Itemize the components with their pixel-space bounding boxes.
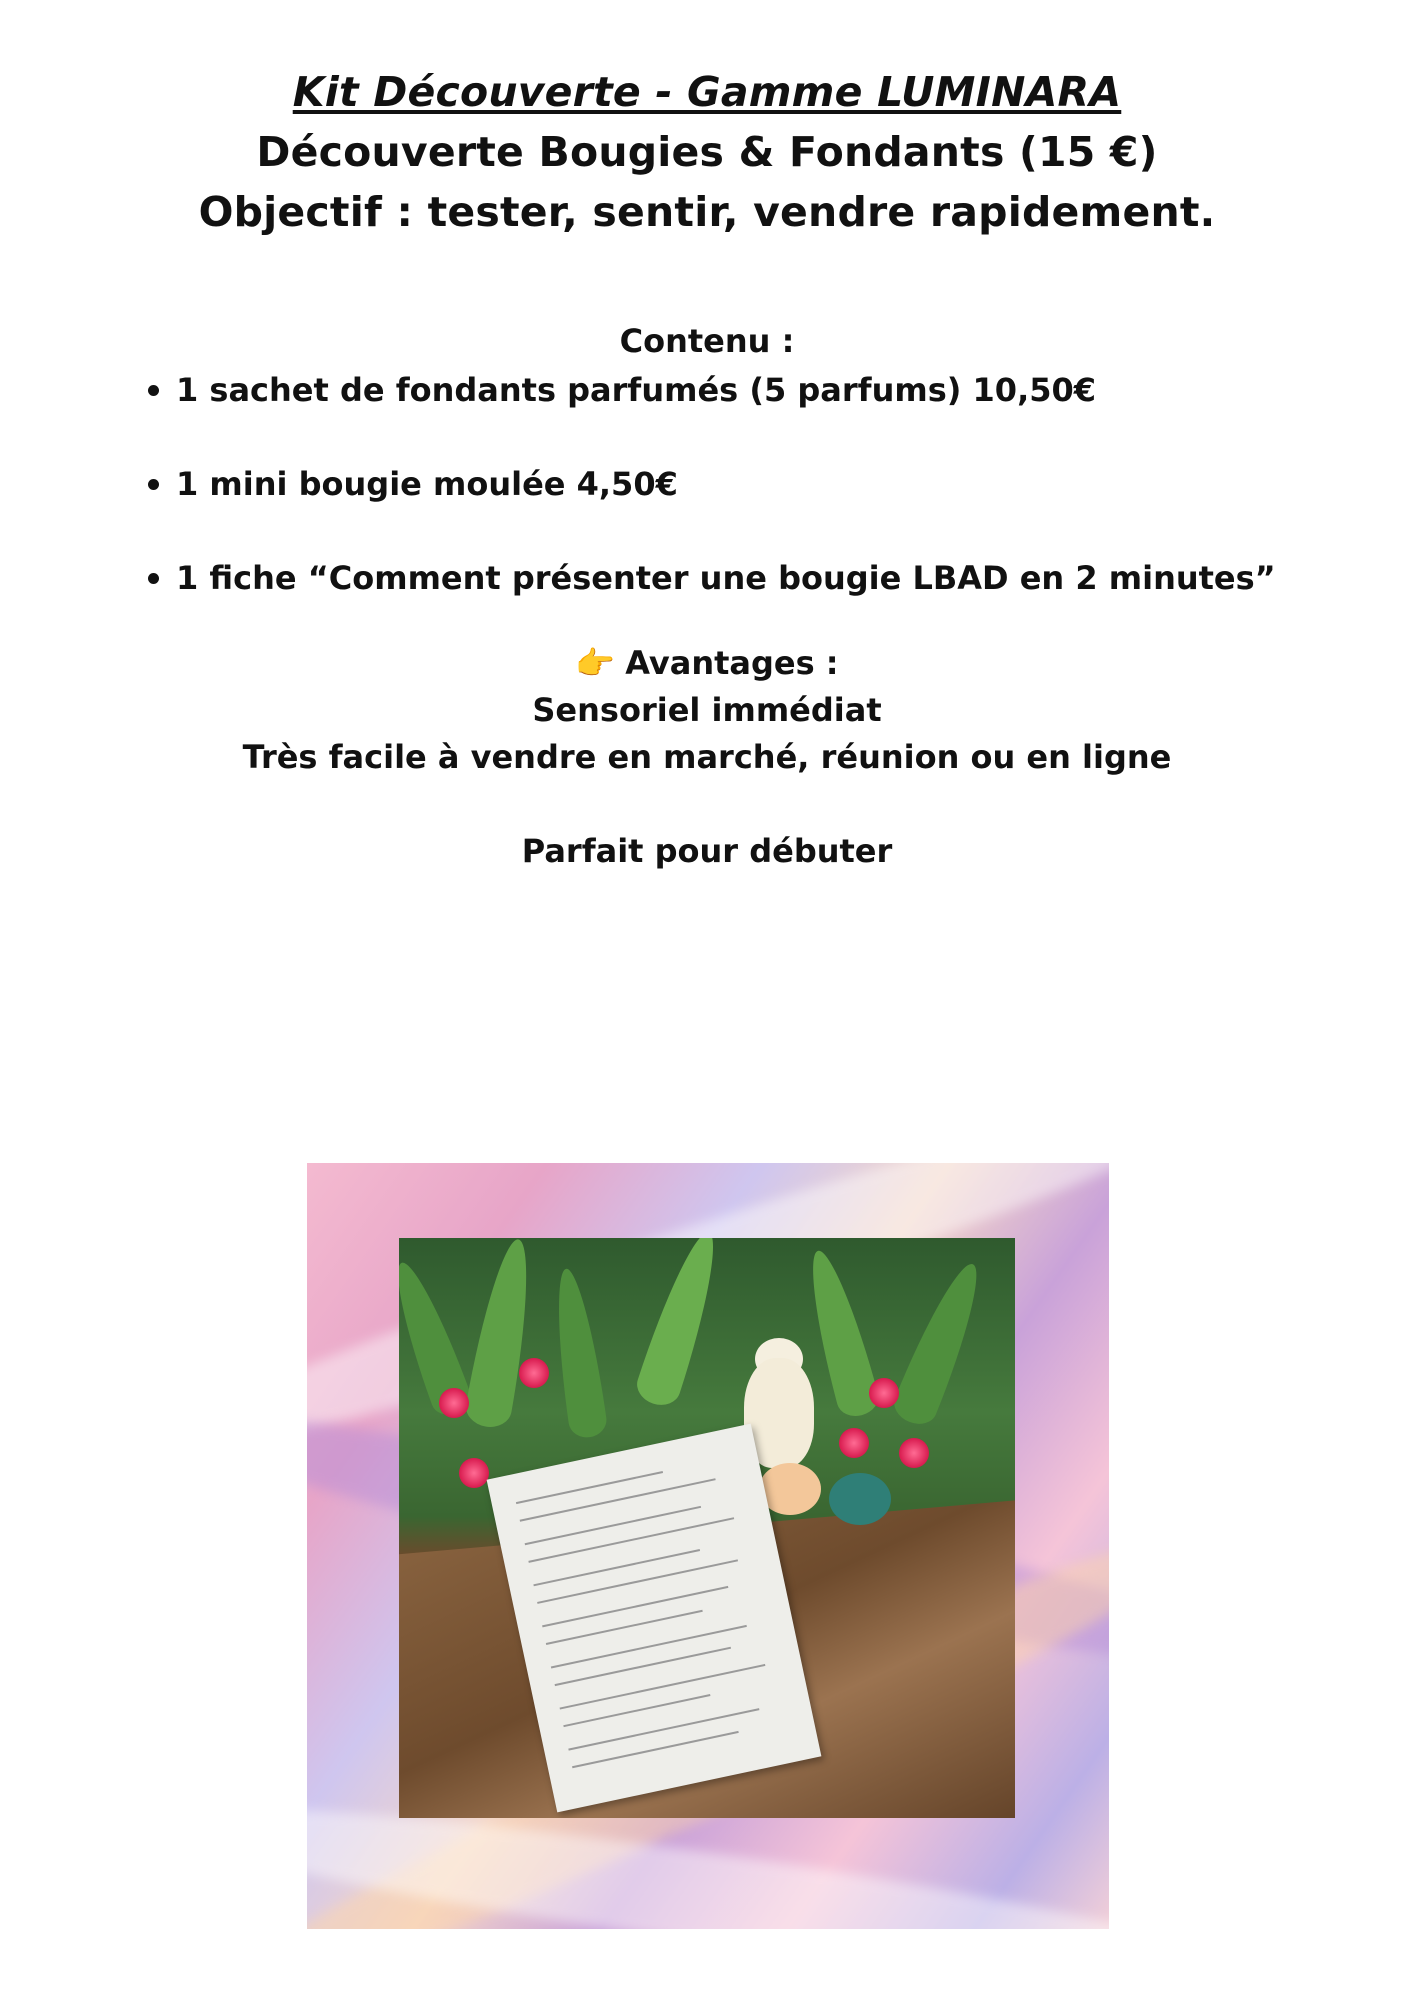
advantage-line: Très facile à vendre en marché, réunion ou en ligne	[242, 738, 1172, 776]
advantage-line: Sensoriel immédiat	[532, 691, 882, 729]
list-item: 1 fiche “Comment présenter une bougie LBAD en 2 minutes”	[148, 548, 1276, 642]
list-item: 1 sachet de fondants parfumés (5 parfums) 10,50€	[148, 360, 1276, 454]
list-item: 1 mini bougie moulée 4,50€	[148, 454, 1276, 548]
advantages-section	[0, 640, 1414, 875]
advantages-heading: Avantages :	[625, 644, 839, 682]
wax-melt	[829, 1473, 891, 1525]
glitter-photo-frame	[307, 1163, 1109, 1929]
pointing-hand-icon: 👉	[575, 644, 616, 682]
kit-objective: Objectif : tester, sentir, vendre rapidement.	[198, 188, 1216, 236]
kit-title: Kit Découverte - Gamme LUMINARA	[292, 68, 1122, 116]
contenu-list	[148, 360, 1276, 642]
kit-subtitle: Découverte Bougies & Fondants (15 €)	[256, 128, 1158, 176]
product-photo	[399, 1238, 1015, 1818]
advantages-heading-row	[0, 640, 1414, 687]
advantages-closing: Parfait pour débuter	[521, 832, 893, 870]
title-block	[0, 62, 1414, 242]
contenu-heading: Contenu :	[619, 322, 795, 360]
